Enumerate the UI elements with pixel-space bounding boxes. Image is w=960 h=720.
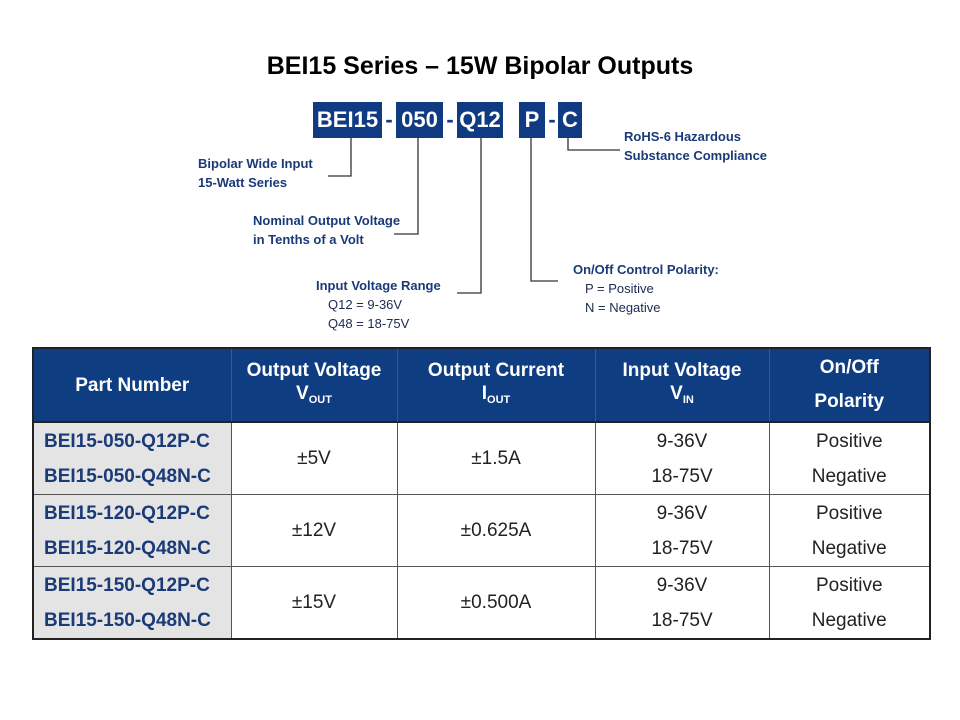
input-voltage-value: 9-36V [656, 502, 708, 524]
header-input-voltage [595, 348, 769, 422]
output-voltage-cell: ±5V [231, 422, 397, 495]
part-number: BEI15-150-Q48N-C [44, 609, 211, 631]
part-number-cell [33, 422, 231, 495]
callout-input-line1: Input Voltage Range [316, 278, 441, 293]
input-voltage-value: 18-75V [651, 609, 713, 631]
part-number-cell [33, 495, 231, 567]
output-current-cell: ±0.500A [397, 567, 595, 640]
header-onoff-line2: Polarity [814, 391, 885, 412]
input-voltage-value: 9-36V [656, 574, 708, 596]
input-voltage-cell [595, 422, 769, 495]
input-voltage-value: 18-75V [651, 537, 713, 559]
callout-rohs [624, 127, 767, 165]
polarity-value: Positive [815, 430, 883, 452]
header-output-voltage-symbol: $V_{OUT}$ [296, 382, 332, 406]
table-header-row [33, 348, 930, 422]
code-voltage-box: 050 [396, 102, 443, 138]
part-number: BEI15-150-Q12P-C [44, 574, 210, 596]
header-onoff-polarity [769, 348, 930, 422]
table-row [33, 422, 930, 495]
callout-series [198, 154, 313, 192]
polarity-value: Negative [811, 537, 887, 559]
code-polarity-box: P [519, 102, 545, 138]
code-dash: - [385, 107, 393, 132]
callout-polarity-line1: On/Off Control Polarity: [573, 262, 719, 277]
polarity-value: Positive [815, 574, 883, 596]
callout-polarity-line2: P = Positive [585, 281, 654, 296]
header-input-voltage-symbol: $V_{IN}$ [670, 382, 694, 406]
callout-polarity [573, 260, 719, 317]
part-number-cell [33, 567, 231, 640]
header-part-number: Part Number [33, 348, 231, 422]
callout-polarity-line3: N = Negative [585, 300, 661, 315]
input-voltage-cell [595, 495, 769, 567]
polarity-value: Negative [811, 609, 887, 631]
code-series-box: BEI15 [313, 102, 382, 138]
callout-connectors [0, 0, 960, 340]
output-voltage-cell: ±15V [231, 567, 397, 640]
table-row [33, 495, 930, 567]
spec-table [32, 347, 931, 640]
polarity-value: Positive [815, 502, 883, 524]
callout-voltage [253, 211, 400, 249]
input-voltage-value: 18-75V [651, 465, 713, 487]
polarity-cell [769, 422, 930, 495]
callout-series-line1: Bipolar Wide Input [198, 156, 313, 171]
callout-voltage-line1: Nominal Output Voltage [253, 213, 401, 228]
connector-polarity [531, 138, 558, 281]
callout-input-line2: Q12 = 9-36V [328, 297, 403, 312]
output-current-cell: ±1.5A [397, 422, 595, 495]
slide-title: BEI15 Series – 15W Bipolar Outputs [266, 52, 694, 80]
code-dash: - [548, 107, 556, 132]
table-row [33, 567, 930, 640]
callout-input [316, 276, 441, 333]
polarity-value: Negative [811, 465, 887, 487]
code-input-box: Q12 [457, 102, 503, 138]
header-output-voltage [231, 348, 397, 422]
header-output-current-label: Output Current [427, 359, 565, 381]
header-output-voltage-label: Output Voltage [246, 359, 382, 381]
connector-series [328, 138, 351, 176]
header-output-current-symbol: $I_{OUT}$ [481, 382, 511, 406]
part-number: BEI15-120-Q48N-C [44, 537, 211, 559]
connector-rohs [568, 138, 620, 150]
callout-rohs-line1: RoHS-6 Hazardous [624, 129, 742, 144]
connector-input [457, 138, 481, 293]
code-rohs-box: C [558, 102, 582, 138]
polarity-cell [769, 567, 930, 640]
header-input-voltage-label: Input Voltage [622, 359, 742, 381]
part-number: BEI15-050-Q12P-C [44, 430, 210, 452]
callout-series-line2: 15-Watt Series [198, 175, 288, 190]
header-output-current [397, 348, 595, 422]
input-voltage-cell [595, 567, 769, 640]
callout-voltage-line2: in Tenths of a Volt [253, 232, 364, 247]
output-voltage-cell: ±12V [231, 495, 397, 567]
callout-input-line3: Q48 = 18-75V [328, 316, 410, 331]
header-onoff-line1: On/Off [819, 357, 879, 378]
input-voltage-value: 9-36V [656, 430, 708, 452]
part-number: BEI15-120-Q12P-C [44, 502, 210, 524]
part-number: BEI15-050-Q48N-C [44, 465, 211, 487]
polarity-cell [769, 495, 930, 567]
output-current-cell: ±0.625A [397, 495, 595, 567]
code-dash: - [446, 107, 454, 132]
callout-rohs-line2: Substance Compliance [624, 148, 768, 163]
